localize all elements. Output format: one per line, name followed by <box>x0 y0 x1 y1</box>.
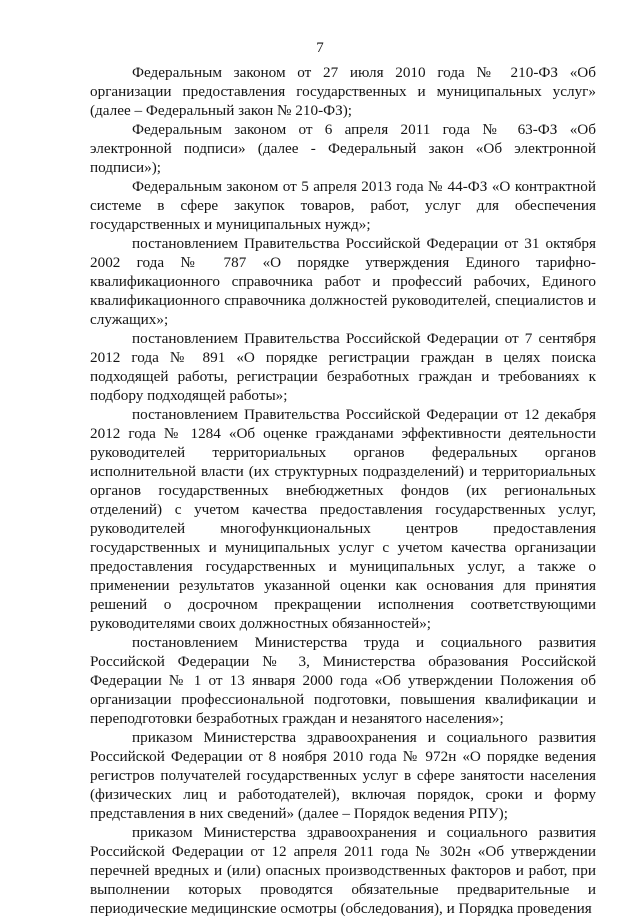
paragraph-order-972n: приказом Министерства здравоохранения и социального развития Российской Федерации от 8 ноября 2010 года № 972н «О порядке ведения регистров получателей государственных услуг в сфере занятости населения (физических лиц и работодателей), включая порядок, сроки и форму представления в них сведений» (далее – Порядок ведения РПУ); <box>90 729 596 822</box>
paragraph-law-210fz: Федеральным законом от 27 июля 2010 года № 210-ФЗ «Об организации предоставления государственных и муниципальных услуг» (далее – Федеральный закон № 210-ФЗ); <box>90 64 596 119</box>
paragraph-resolution-mintrud-3: постановлением Министерства труда и социального развития Российской Федерации № 3, Министерства образования Российской Федерации № 1 от 13 января 2000 года «Об утверждении Положения об организации профессиональной подготовки, повышения квалификации и переподготовки безработных граждан и незанятого населения»; <box>90 634 596 727</box>
document-body <box>90 63 596 918</box>
paragraph-order-302n: приказом Министерства здравоохранения и социального развития Российской Федерации от 12 апреля 2011 года № 302н «Об утверждении перечней вредных и (или) опасных производственных факторов и работ, при выполнении которых проводятся обязательные предварительные и периодические медицинские осмотры (обследования), и Порядка проведения <box>90 824 596 917</box>
page-number: 7 <box>316 40 324 56</box>
paragraph-law-63fz: Федеральным законом от 6 апреля 2011 года № 63-ФЗ «Об электронной подписи» (далее - Федеральный закон «Об электронной подписи»); <box>90 121 596 176</box>
paragraph-resolution-891: постановлением Правительства Российской Федерации от 7 сентября 2012 года № 891 «О порядке регистрации граждан в целях поиска подходящей работы, регистрации безработных граждан и требованиях к подбору подходящей работы»; <box>90 330 596 404</box>
paragraph-resolution-787: постановлением Правительства Российской Федерации от 31 октября 2002 года № 787 «О порядке утверждения Единого тарифно-квалификационного справочника работ и профессий рабочих, Единого квалификационного справочника должностей руководителей, специалистов и служащих»; <box>90 235 596 328</box>
paragraph-law-44fz: Федеральным законом от 5 апреля 2013 года № 44-ФЗ «О контрактной системе в сфере закупок товаров, работ, услуг для обеспечения государственных и муниципальных нужд»; <box>90 178 596 233</box>
paragraph-resolution-1284: постановлением Правительства Российской Федерации от 12 декабря 2012 года № 1284 «Об оценке гражданами эффективности деятельности руководителей территориальных органов федеральных органов исполнительной власти (их структурных подразделений) и территориальных органов государственных внебюджетных фондов (их региональных отделений) с учетом качества предоставления государственных услуг, руководителей многофункциональных центров предоставления государственных и муниципальных услуг с учетом качества организации предоставления государственных и муниципальных услуг, а также о применении результатов указанной оценки как основания для принятия решений о досрочном прекращении исполнения соответствующими руководителями своих должностных обязанностей»; <box>90 406 596 632</box>
